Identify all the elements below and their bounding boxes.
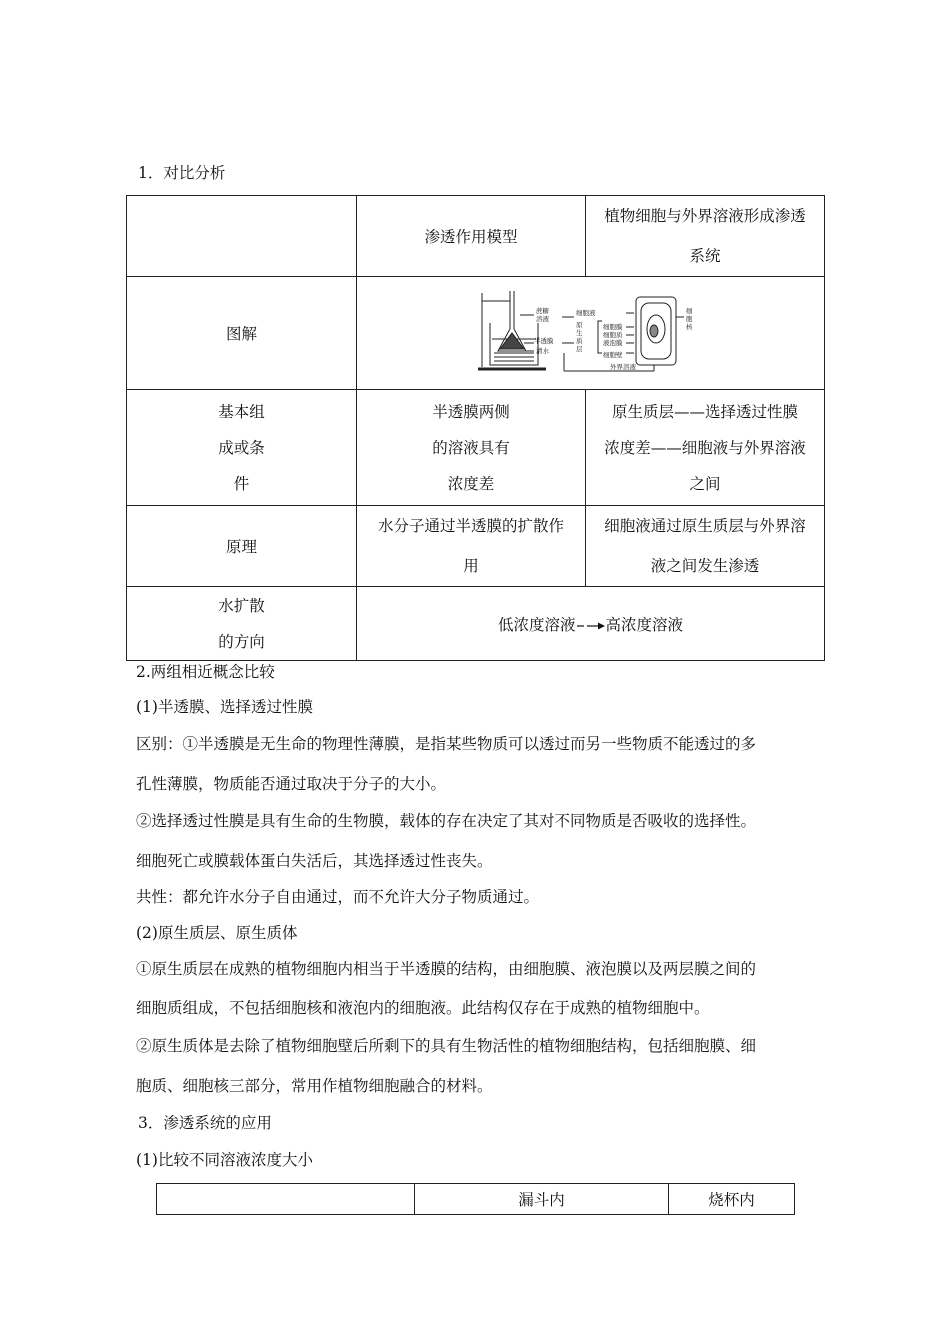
label-protoplast-1: 原 bbox=[575, 321, 582, 329]
direction-to: 高浓度溶液 bbox=[605, 615, 684, 634]
section2-sub1: (1)半透膜、选择透过性膜 bbox=[136, 698, 313, 716]
comparison-table bbox=[126, 195, 825, 661]
header-osmosis-model: 渗透作用模型 bbox=[357, 196, 586, 277]
label-nucleus-3: 核 bbox=[685, 323, 692, 331]
paragraph-line: 胞质、细胞核三部分，常用作植物细胞融合的材料。 bbox=[136, 1077, 493, 1095]
cell-line: 之间 bbox=[689, 474, 721, 493]
direction-from: 低浓度溶液 bbox=[497, 615, 576, 634]
section3-heading: 3．渗透系统的应用 bbox=[138, 1114, 272, 1132]
label-cell-sap: 细胞液 bbox=[575, 309, 595, 317]
paragraph-line: 孔性薄膜，物质能否通过取决于分子的大小。 bbox=[136, 775, 447, 793]
row-label-direction bbox=[127, 587, 357, 661]
principle-plant-cell bbox=[586, 506, 825, 587]
table-row bbox=[127, 196, 825, 277]
concentration-table bbox=[156, 1183, 795, 1215]
table-cell bbox=[157, 1184, 415, 1215]
osmosis-diagram bbox=[476, 287, 698, 379]
table-row bbox=[127, 277, 825, 390]
label-sucrose: 蔗糖 bbox=[535, 307, 549, 315]
cell-line: 半透膜两侧 bbox=[432, 402, 510, 421]
paragraph-line: 细胞死亡或膜载体蛋白失活后，其选择透过性丧失。 bbox=[136, 852, 493, 870]
row-label-diagram: 图解 bbox=[127, 277, 357, 390]
label-protoplast-4: 层 bbox=[575, 345, 582, 353]
section2-heading: 2.两组相近概念比较 bbox=[136, 663, 275, 681]
section1-heading: 1．对比分析 bbox=[138, 164, 226, 182]
table-row bbox=[127, 506, 825, 587]
table-row bbox=[157, 1184, 795, 1215]
label-cell-membrane: 细胞膜 bbox=[602, 323, 622, 331]
label-cell-wall: 细胞壁 bbox=[602, 351, 622, 359]
cell-line: 的方向 bbox=[218, 632, 265, 651]
paragraph-line: 区别：①半透膜是无生命的物理性薄膜，是指某些物质可以透过而另一些物质不能透过的多 bbox=[136, 735, 757, 753]
cell-line: 用 bbox=[463, 557, 479, 575]
section2-sub2: (2)原生质层、原生质体 bbox=[136, 924, 298, 942]
cell-line: 原生质层——选择透过性膜 bbox=[611, 402, 798, 421]
label-solution: 溶液 bbox=[535, 315, 549, 323]
cell-line: 水扩散 bbox=[218, 596, 265, 615]
table-row bbox=[127, 587, 825, 661]
principle-osmosis bbox=[357, 506, 586, 587]
label-cytoplasm: 细胞质 bbox=[602, 331, 622, 339]
table-cell bbox=[127, 196, 357, 277]
header-plant-cell-system bbox=[586, 196, 825, 277]
cell-line: 的溶液具有 bbox=[432, 438, 510, 457]
cell-line: 液之间发生渗透 bbox=[650, 557, 760, 575]
label-nucleus-2: 胞 bbox=[685, 315, 692, 323]
paragraph-line: ②原生质体是去除了植物细胞壁后所剩下的具有生物活性的植物细胞结构，包括细胞膜、细 bbox=[136, 1037, 757, 1055]
table-row bbox=[127, 390, 825, 506]
basic-osmosis bbox=[357, 390, 586, 506]
paragraph-line: ②选择透过性膜是具有生命的生物膜，载体的存在决定了其对不同物质是否吸收的选择性。 bbox=[136, 812, 757, 830]
cell-line: 成或条 bbox=[218, 438, 265, 457]
direction-cell bbox=[357, 587, 825, 661]
cell-line: 系统 bbox=[689, 247, 721, 265]
label-vacuole-membrane: 液泡膜 bbox=[602, 339, 622, 347]
label-semi-membrane: 半透膜 bbox=[533, 337, 553, 345]
osmosis-diagram-cell bbox=[357, 277, 825, 390]
paragraph-line: 共性：都允许水分子自由通过，而不允许大分子物质通过。 bbox=[136, 888, 540, 906]
label-protoplast-3: 质 bbox=[575, 337, 582, 345]
cell-line: 件 bbox=[233, 474, 250, 493]
cell-line: 植物细胞与外界溶液形成渗透 bbox=[604, 207, 806, 225]
cell-line: 细胞液通过原生质层与外界溶 bbox=[604, 517, 806, 535]
header-beaker: 烧杯内 bbox=[669, 1184, 795, 1215]
label-protoplast-2: 生 bbox=[575, 329, 582, 337]
section3-sub1: (1)比较不同溶液浓度大小 bbox=[136, 1151, 313, 1169]
label-water: 清水 bbox=[535, 347, 549, 355]
label-outer-solution: 外界溶液 bbox=[609, 363, 636, 371]
cell-line: 浓度差——细胞液与外界溶液 bbox=[604, 438, 806, 457]
basic-plant-cell bbox=[586, 390, 825, 506]
cell-line: 基本组 bbox=[218, 402, 265, 421]
arrow-right-icon bbox=[576, 621, 606, 631]
label-nucleus-1: 细 bbox=[685, 307, 692, 315]
paragraph-line: 细胞质组成，不包括细胞核和液泡内的细胞液。此结构仅存在于成熟的植物细胞中。 bbox=[136, 999, 710, 1017]
row-label-basic bbox=[127, 390, 357, 506]
row-label-principle: 原理 bbox=[127, 506, 357, 587]
paragraph-line: ①原生质层在成熟的植物细胞内相当于半透膜的结构，由细胞膜、液泡膜以及两层膜之间的 bbox=[136, 960, 757, 978]
header-funnel: 漏斗内 bbox=[415, 1184, 669, 1215]
cell-line: 水分子通过半透膜的扩散作 bbox=[377, 517, 564, 535]
cell-line: 浓度差 bbox=[447, 474, 495, 493]
